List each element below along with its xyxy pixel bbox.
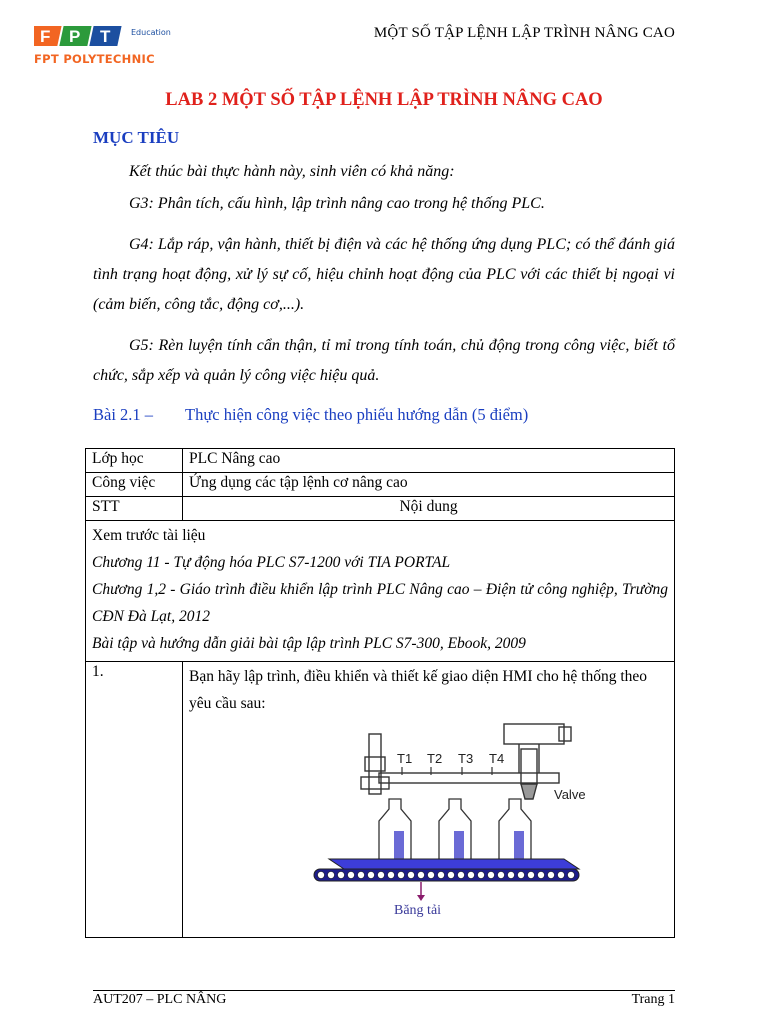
bottling-figure <box>189 717 668 927</box>
objective-g3: G3: Phân tích, cấu hình, lập trình nâng cao trong hệ thống PLC. <box>129 195 545 212</box>
references-heading: Xem trước tài liệu <box>92 527 206 544</box>
footer-course: AUT207 – PLC NÂNG <box>93 992 227 1007</box>
conveyor-label: Băng tải <box>394 903 442 918</box>
sensor-t1-label: T1 <box>397 751 413 766</box>
reference-item: Chương 11 - Tự động hóa PLC S7-1200 với TIA PORTAL <box>92 554 451 571</box>
footer-divider <box>93 990 675 991</box>
content-label: Nội dung <box>183 497 675 521</box>
bottle-icon <box>499 799 531 861</box>
rail <box>379 773 559 783</box>
references-cell <box>86 521 675 662</box>
conveyor-belt <box>314 859 579 881</box>
reference-item: Bài tập và hướng dẫn giải bài tập lập trình PLC S7-300, Ebook, 2009 <box>92 635 526 652</box>
left-actuator <box>361 734 389 794</box>
lab-title: LAB 2 MỘT SỐ TẬP LỆNH LẬP TRÌNH NÂNG CAO <box>165 90 603 110</box>
table-row <box>86 449 675 473</box>
conveyor-arrow <box>417 882 425 901</box>
footer-page-number: Trang 1 <box>631 992 675 1007</box>
polytechnic-brand: FPT POLYTECHNIC <box>34 52 155 66</box>
svg-text:F: F <box>40 27 51 46</box>
stt-label: STT <box>86 497 183 521</box>
sensor-t2-label: T2 <box>427 751 443 766</box>
table-row <box>86 497 675 521</box>
job-label: Công việc <box>86 473 183 497</box>
worksheet-table <box>85 448 675 938</box>
objective-g5: G5: Rèn luyện tính cẩn thận, tỉ mỉ trong tính toán, chủ động trong công việc, biết tổ chức, sắp xếp và quản lý công việc hiệu quả. <box>93 337 675 384</box>
running-header-title: MỘT SỐ TẬP LỆNH LẬP TRÌNH NÂNG CAO <box>373 25 675 41</box>
valve-label: Valve <box>554 787 586 802</box>
task-cell <box>183 662 675 938</box>
svg-text:T: T <box>100 27 111 46</box>
class-value: PLC Nâng cao <box>183 449 675 473</box>
exercise-number: Bài 2.1 – <box>93 405 154 424</box>
table-row <box>86 521 675 662</box>
exercise-heading <box>93 405 528 425</box>
exercise-title: Thực hiện công việc theo phiếu hướng dẫn (5 điểm) <box>185 405 529 424</box>
logo-tile-p <box>59 26 91 46</box>
task-text: Bạn hãy lập trình, điều khiển và thiết kế giao diện HMI cho hệ thống theo yêu cầu sau: <box>189 668 647 712</box>
row-number: 1. <box>86 662 183 938</box>
objectives-heading: MỤC TIÊU <box>93 128 180 147</box>
table-row <box>86 473 675 497</box>
job-value: Ứng dụng các tập lệnh cơ nâng cao <box>183 473 675 497</box>
logo-tile-f <box>34 26 62 46</box>
logo-tile-t <box>89 26 121 46</box>
logo-education-text: Education <box>131 28 171 37</box>
bottle-icon <box>379 799 411 861</box>
objective-g4: G4: Lắp ráp, vận hành, thiết bị điện và các hệ thống ứng dụng PLC; có thể đánh giá tình trạng hoạt động, xử lý sự cố, hiệu chỉnh hoạt động của PLC với các thiết bị ngoại vi (cảm biến, công tắc, động cơ,...). <box>93 236 675 313</box>
table-row <box>86 662 675 938</box>
sensor-t3-label: T3 <box>458 751 474 766</box>
class-label: Lớp học <box>86 449 183 473</box>
objectives-intro: Kết thúc bài thực hành này, sinh viên có khả năng: <box>129 163 455 180</box>
svg-text:P: P <box>69 27 81 46</box>
sensor-t4-label: T4 <box>489 751 505 766</box>
bottle-icon <box>439 799 471 861</box>
reference-item: Chương 1,2 - Giáo trình điều khiển lập trình PLC Nâng cao – Điện tử công nghiệp, Trường CĐN Đà Lạt, 2012 <box>92 581 668 625</box>
sensor-marks <box>402 767 492 775</box>
